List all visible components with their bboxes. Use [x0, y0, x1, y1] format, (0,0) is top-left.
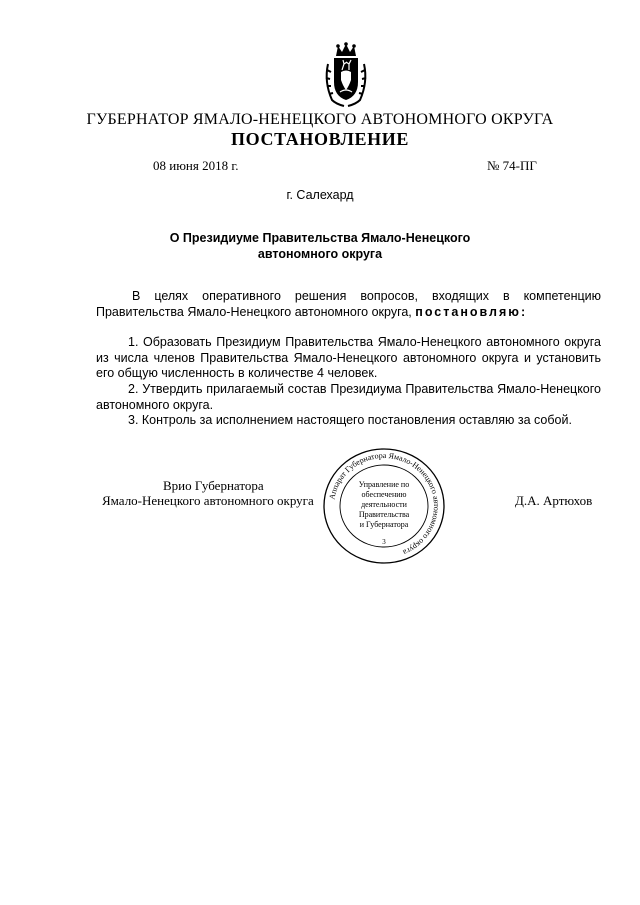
document-number: № 74-ПГ — [487, 158, 537, 173]
decree-item-2: 2. Утвердить прилагаемый состав Президиума Правительства Ямало-Ненецкого автономного округа. — [96, 381, 601, 412]
seal-line-3: деятельности — [361, 500, 407, 509]
decree-item-1: 1. Образовать Президиум Правительства Ямало-Ненецкого автономного округа из числа членов Правительства Ямало-Ненецкого автономного округа и установить его общую численность в количестве 4 человек. — [96, 335, 601, 381]
seal-line-1: Управление по — [358, 480, 410, 489]
document-body — [96, 289, 601, 429]
decree-item-3: 3. Контроль за исполнением настоящего постановления оставляю за собой. — [128, 413, 572, 428]
document-subject — [0, 230, 640, 262]
signatory-position-line-2: Ямало-Ненецкого автономного округа — [102, 493, 314, 508]
decree-word: постановляю: — [415, 304, 528, 319]
preamble-paragraph — [96, 289, 601, 320]
preamble-text: В целях оперативного решения вопросов, входящих в компетенцию Правительства Ямало-Ненецкого автономного округа, — [96, 289, 601, 319]
official-seal-stamp — [322, 447, 446, 565]
seal-line-4: Правительства — [358, 510, 410, 519]
document-date: 08 июня 2018 г. — [153, 158, 239, 173]
seal-line-5: и Губернатора — [359, 520, 409, 529]
signatory-position-line-1: Врио Губернатора — [163, 478, 264, 493]
signatory-name: Д.А. Артюхов — [515, 493, 593, 508]
coat-of-arms-icon — [322, 42, 370, 108]
subject-line-1: О Президиуме Правительства Ямало-Ненецкого — [169, 231, 471, 245]
document-city: г. Салехард — [286, 188, 354, 202]
svg-text:Аппарат Губернатора Ямало-Нене: Аппарат Губернатора Ямало-Ненецкого автономного округа — [327, 450, 442, 558]
document-type-title: ПОСТАНОВЛЕНИЕ — [231, 129, 409, 149]
issuing-authority: ГУБЕРНАТОР ЯМАЛО-НЕНЕЦКОГО АВТОНОМНОГО ОКРУГА — [86, 111, 554, 128]
subject-line-2: автономного округа — [257, 247, 383, 261]
seal-number: 3 — [382, 538, 386, 546]
seal-line-2: обеспечению — [361, 490, 407, 499]
